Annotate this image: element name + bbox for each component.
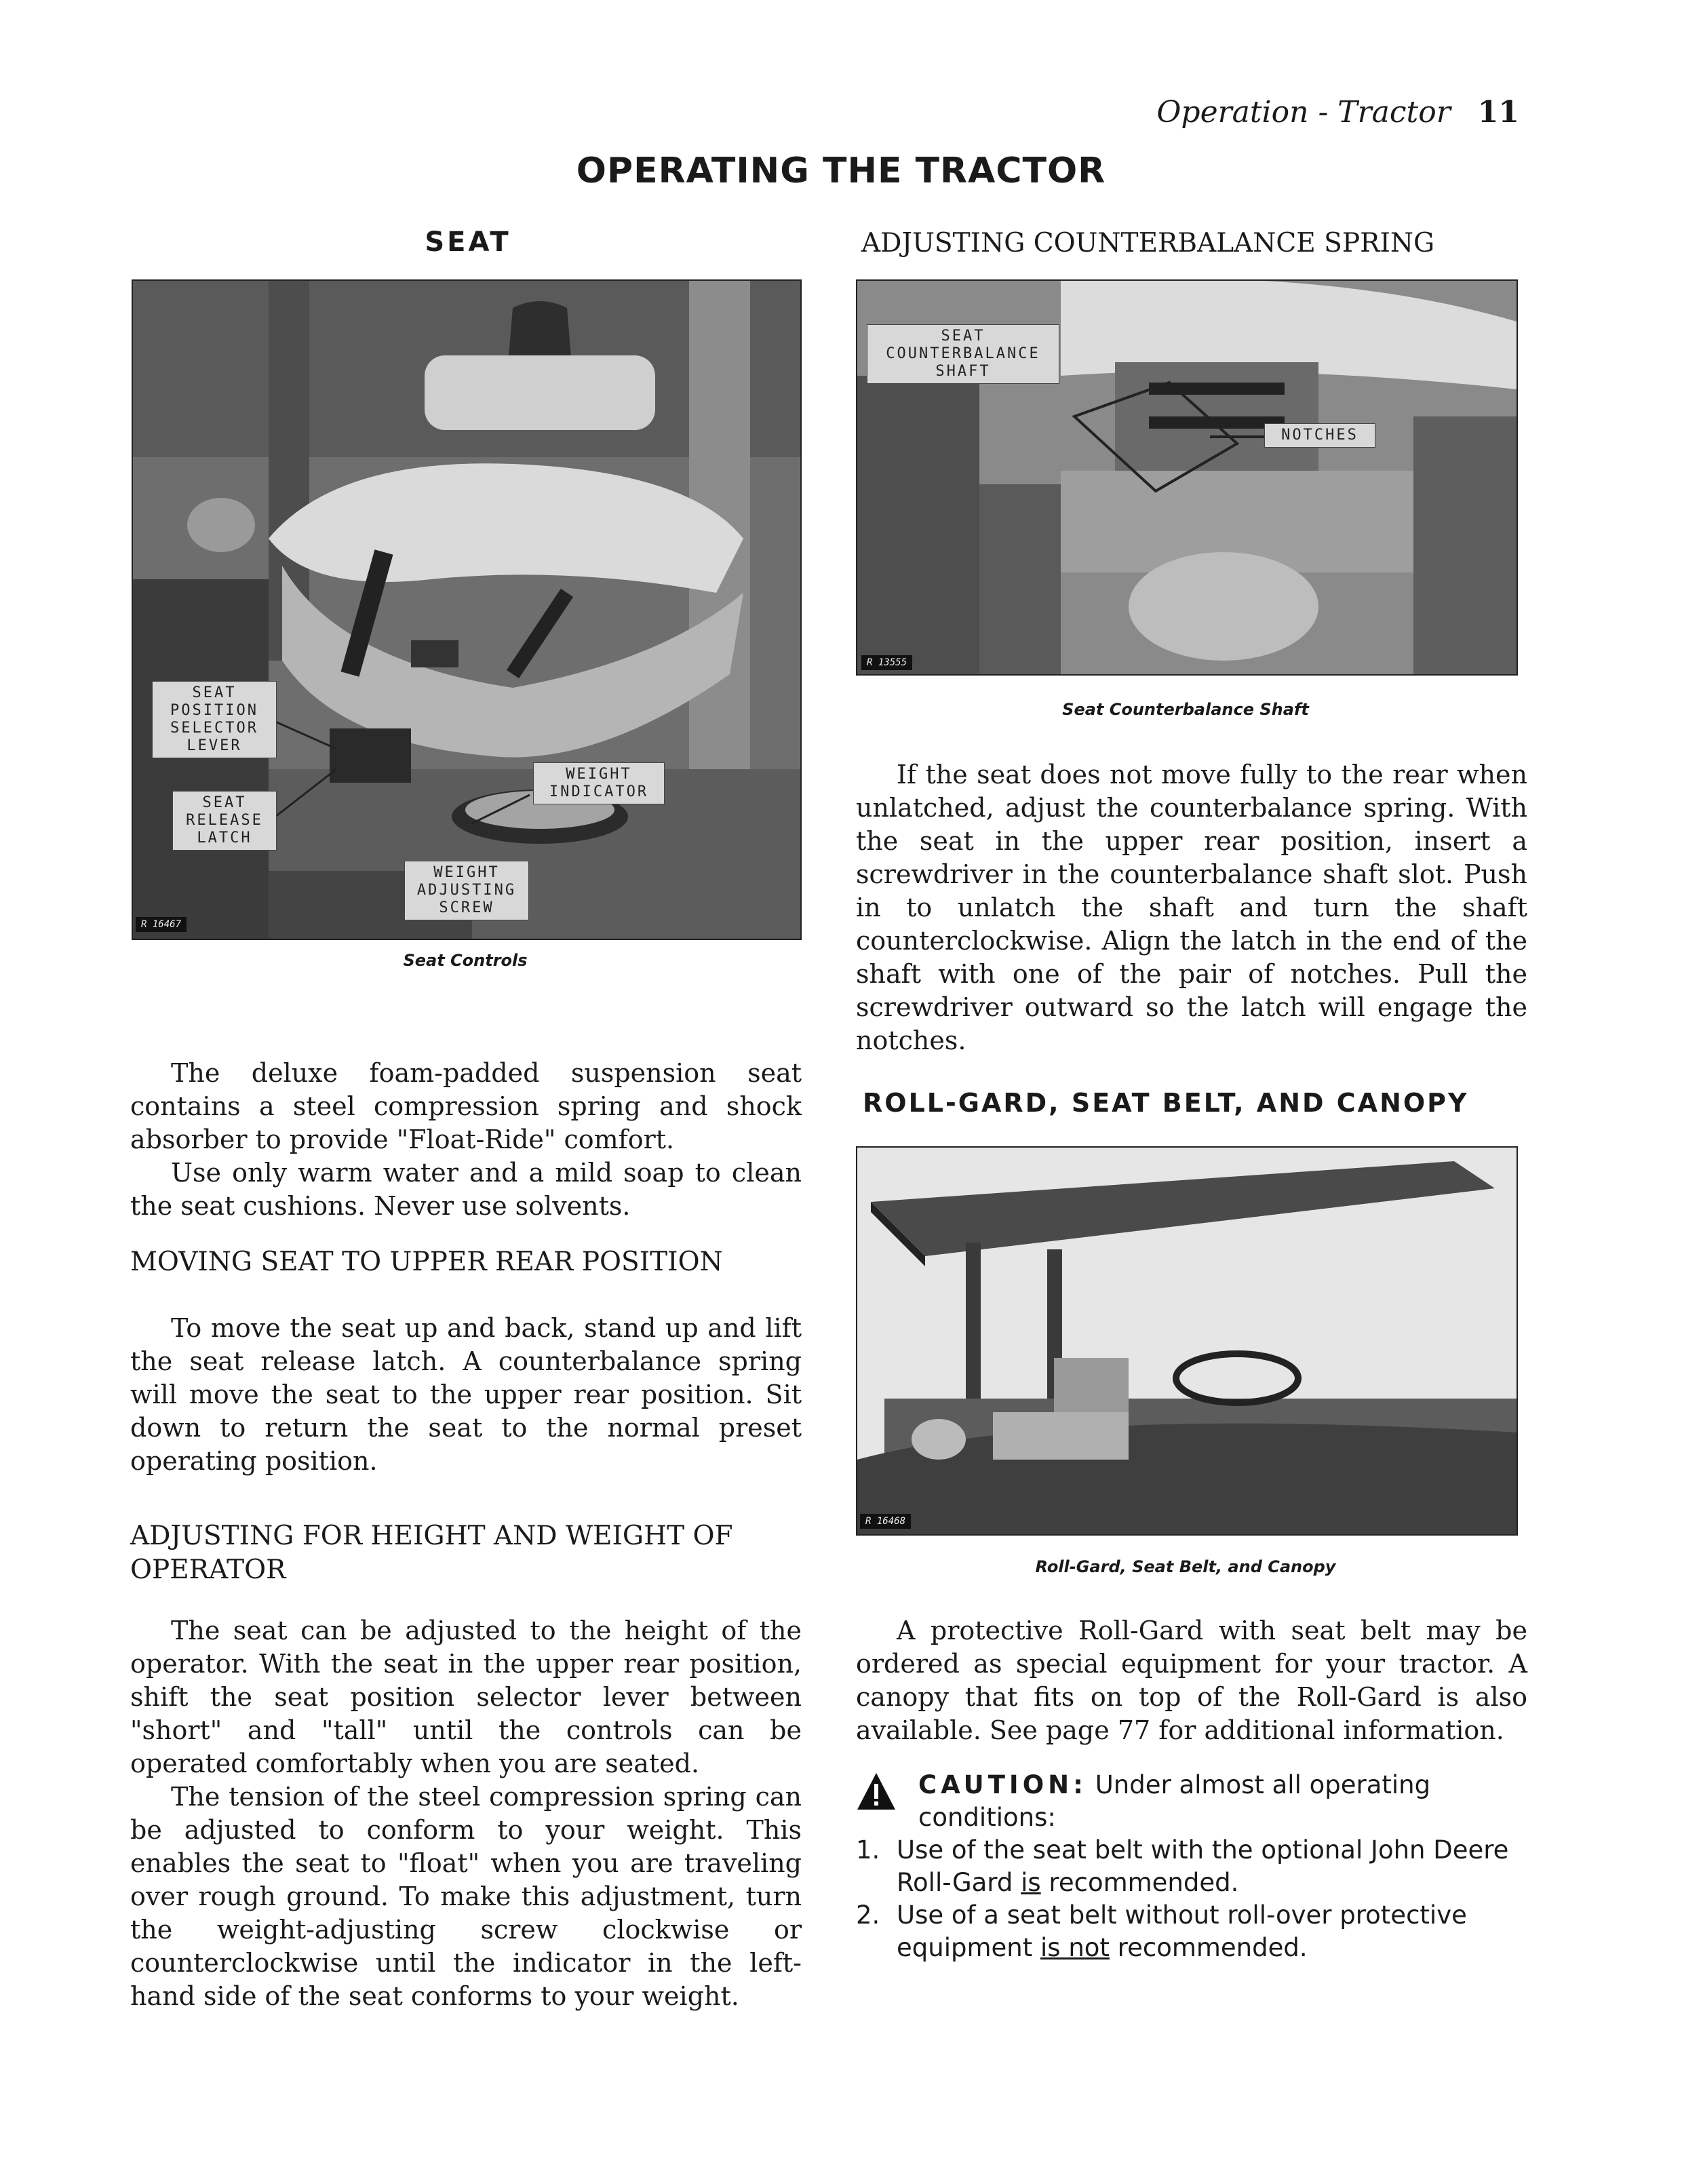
adjusting-text — [130, 1614, 802, 2013]
caution-item-emphasis: is — [1021, 1868, 1041, 1897]
seat-intro-paragraph-1: The deluxe foam-padded suspension seat contains a steel compression spring and shock absorber to provide "Float-Ride" comfort. — [130, 1058, 802, 1154]
label-seat-release-latch: SEAT RELEASE LATCH — [172, 791, 277, 851]
caution-item-text: Use of a seat belt without roll-over protective equipment — [897, 1900, 1467, 1962]
seat-heading: SEAT — [425, 227, 511, 258]
rollgard-caption: Roll-Gard, Seat Belt, and Canopy — [1035, 1557, 1336, 1576]
running-head — [1126, 95, 1519, 130]
caution-item-text: Use of the seat belt with the optional John Deere Roll-Gard — [897, 1835, 1509, 1897]
seat-controls-caption: Seat Controls — [403, 951, 528, 970]
caution-item-emphasis: is not — [1040, 1933, 1110, 1962]
caution-item-number: 1. — [856, 1835, 880, 1865]
label-notches: NOTCHES — [1264, 423, 1375, 448]
label-weight-adjusting-screw: WEIGHT ADJUSTING SCREW — [404, 861, 529, 920]
figure1-id: R 16467 — [136, 917, 187, 932]
caution-item-tail: recommended. — [1109, 1933, 1308, 1962]
caution-lead-text: Under almost all operating conditions: — [918, 1770, 1431, 1832]
rollgard-heading: ROLL-GARD, SEAT BELT, AND CANOPY — [863, 1088, 1469, 1118]
adjusting-paragraph-2: The tension of the steel compression spring can be adjusted to conform to your weight. This enables the seat to "float" when you are traveling over rough ground. To make this adjustment, turn the weight-adjusting screw clockwise or counterclockwise until the indicator in the left-hand side of the seat conforms to your weight. — [130, 1782, 802, 2011]
figure3-id: R 16468 — [860, 1514, 911, 1529]
counterbalance-text — [856, 758, 1527, 1057]
page-title: OPERATING THE TRACTOR — [576, 151, 1106, 191]
counterbalance-photo — [856, 279, 1518, 676]
page-number: 11 — [1477, 95, 1519, 130]
seat-controls-photo — [132, 279, 802, 940]
caution-lead — [856, 1769, 1527, 1834]
caution-word: CAUTION: — [918, 1770, 1087, 1799]
seat-intro-paragraph-2: Use only warm water and a mild soap to clean the seat cushions. Never use solvents. — [130, 1158, 802, 1221]
figure2-id: R 13555 — [861, 655, 912, 670]
adjusting-height-weight-heading: ADJUSTING FOR HEIGHT AND WEIGHT OF OPERATOR — [130, 1521, 733, 1585]
rollgard-illustration — [857, 1148, 1517, 1534]
counterbalance-heading: ADJUSTING COUNTERBALANCE SPRING — [861, 228, 1435, 258]
caution-item — [856, 1899, 1527, 1964]
label-weight-indicator: WEIGHT INDICATOR — [533, 762, 665, 804]
label-seat-position-selector-lever: SEAT POSITION SELECTOR LEVER — [152, 681, 277, 758]
counterbalance-paragraph: If the seat does not move fully to the rear when unlatched, adjust the counterbalance spring. With the seat in the upper rear position, insert a screwdriver in the counterbalance shaft slot. Push in to unlatch the shaft and turn the shaft counterclockwise. Align the latch in the end of the shaft with one of the pair of notches. Pull the screwdriver outward so the latch will engage the notches. — [856, 760, 1527, 1055]
caution-item — [856, 1834, 1527, 1899]
adjusting-paragraph-1: The seat can be adjusted to the height of the operator. With the seat in the upper rear position, shift the seat position selector lever between "short" and "tall" until the controls can be operated comfortably when you are seated. — [130, 1616, 802, 1778]
counterbalance-caption: Seat Counterbalance Shaft — [1062, 700, 1309, 719]
rollgard-paragraph: A protective Roll-Gard with seat belt may be ordered as special equipment for your tractor. A canopy that fits on top of the Roll-Gard is also available. See page 77 for additional information. — [856, 1616, 1527, 1745]
moving-seat-heading: MOVING SEAT TO UPPER REAR POSITION — [130, 1247, 723, 1277]
caution-list — [856, 1834, 1527, 1964]
seat-intro-text — [130, 1057, 802, 1223]
moving-seat-text — [130, 1312, 802, 1478]
moving-seat-paragraph: To move the seat up and back, stand up and lift the seat release latch. A counterbalance spring will move the seat to the upper rear position. Sit down to return the seat to the normal preset operating position. — [130, 1313, 802, 1476]
running-title: Operation - Tractor — [1156, 95, 1451, 130]
rollgard-text — [856, 1614, 1527, 1747]
caution-block — [856, 1769, 1527, 1964]
label-seat-counterbalance-shaft: SEAT COUNTERBALANCE SHAFT — [867, 324, 1059, 384]
caution-item-tail: recommended. — [1040, 1868, 1239, 1897]
rollgard-photo — [856, 1146, 1518, 1536]
caution-item-number: 2. — [856, 1900, 880, 1930]
